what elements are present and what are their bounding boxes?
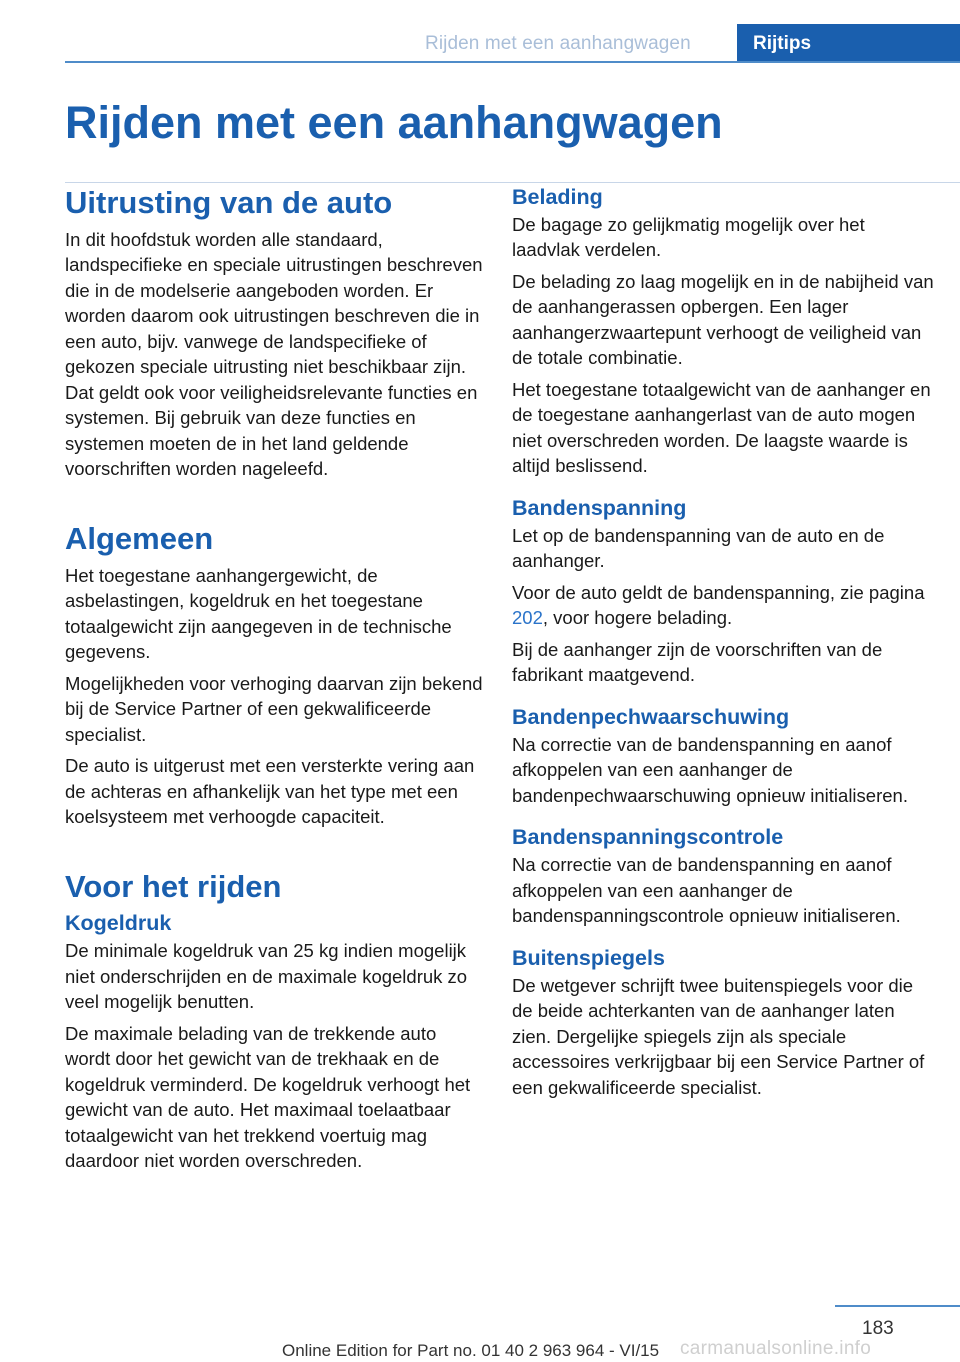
subheading-bandenspanningscontrole: Bandenspanningscontrole xyxy=(512,825,784,850)
paragraph: Na correctie van de bandenspanning en aanof afkoppelen van een aanhanger de bandenspanningscontrole opnieuw initialiseren. xyxy=(512,854,901,927)
header-chapter-label: Rijtips xyxy=(753,33,812,54)
page-title: Rijden met een aanhangwagen xyxy=(65,97,723,148)
text: , voor hogere belading. xyxy=(542,607,733,629)
footer-edition: Online Edition for Part no. 01 40 2 963 964 - VI/15 xyxy=(282,1341,660,1360)
paragraph: De bagage zo gelijkmatig mogelijk over het laadvlak verdelen. xyxy=(512,213,865,261)
watermark: carmanualsonline.info xyxy=(680,1338,872,1359)
left-column xyxy=(65,184,483,1180)
paragraph: De auto is uitgerust met een versterkte vering aan de achteras en afhankelijk van het type met een koelsysteem met verhoogde capaciteit. xyxy=(65,755,475,827)
subheading-belading: Belading xyxy=(512,185,603,209)
header-chapter-tab xyxy=(737,24,960,62)
paragraph: Na correctie van de bandenspanning en aanof afkoppelen van een aanhanger de bandenpechwaarschuwing opnieuw initialiseren. xyxy=(512,733,908,806)
subheading-bandenspanning: Bandenspanning xyxy=(512,495,687,520)
header-section-title: Rijden met een aanhangwagen xyxy=(425,33,691,54)
paragraph-with-link xyxy=(512,580,936,631)
paragraph: De wetgever schrijft twee buitenspiegels voor die de beide achterkanten van de aanhanger laten zien. Dergelijke spiegels zijn als speciale accessoires verkrijgbaar bij een Service Partner of een gekwalificeerde specialist. xyxy=(512,974,925,1098)
paragraph: In dit hoofdstuk worden alle standaard, landspecifieke en speciale uitrustingen beschreven die in de modelserie aangeboden worden. Er worden daarom ook uitrustingen beschreven die in een auto, bijv. vanwege de landspecifieke of gekozen speciale uitrusting niet beschikbaar zijn. Dat geldt ook voor veiligheidsrelevante functies en systemen. Bij gebruik van deze functies en systemen moeten de in het land geldende voorschriften worden nageleefd. xyxy=(65,228,483,480)
heading-algemeen: Algemeen xyxy=(65,520,214,556)
paragraph: Mogelijkheden voor verhoging daarvan zijn bekend bij de Service Partner of een gekwalificeerde specialist. xyxy=(65,672,483,745)
heading-uitrusting: Uitrusting van de auto xyxy=(65,185,393,220)
paragraph: Het toegestane aanhangergewicht, de asbelastingen, kogeldruk en het toegestane totaalgewicht zijn aangegeven in de technische gegevens. xyxy=(65,564,452,662)
paragraph: Let op de bandenspanning van de auto en de aanhanger. xyxy=(512,524,885,572)
paragraph: De belading zo laag mogelijk en in de nabijheid van de aanhangerassen opbergen. Een lager aanhangerzwaartepunt verhoogt de veiligheid van de totale combinatie. xyxy=(512,270,934,369)
page-number: 183 xyxy=(862,1318,894,1339)
text: Voor de auto geldt de bandenspanning, zie pagina xyxy=(512,581,925,603)
footer-rule xyxy=(835,1305,960,1307)
subheading-buitenspiegels: Buitenspiegels xyxy=(512,945,665,970)
heading-voor-het-rijden: Voor het rijden xyxy=(65,868,282,904)
page-link-202[interactable]: 202 xyxy=(512,607,543,629)
paragraph: De maximale belading van de trekkende auto wordt door het gewicht van de trekhaak en de kogeldruk verminderd. De kogeldruk verhoogt het gewicht van de auto. Het maximaal toelaatbaar totaalgewicht van het trekkend voertuig mag daardoor niet worden overschreden. xyxy=(65,1022,471,1172)
paragraph: De minimale kogeldruk van 25 kg indien mogelijk niet onderschrijden en de maximale kogeldruk zo veel mogelijk benutten. xyxy=(65,940,468,1013)
right-column xyxy=(512,184,936,1106)
paragraph: Het toegestane totaalgewicht van de aanhanger en de toegestane aanhangerlast van de auto mogen niet overschreden worden. De laagste waarde is altijd beslissend. xyxy=(512,378,931,477)
paragraph: Bij de aanhanger zijn de voorschriften van de fabrikant maatgevend. xyxy=(512,638,883,686)
header-rule xyxy=(65,61,960,63)
subheading-bandenpechwaarschuwing: Bandenpechwaarschuwing xyxy=(512,704,790,729)
subheading-kogeldruk: Kogeldruk xyxy=(65,911,172,936)
title-divider xyxy=(65,182,960,183)
